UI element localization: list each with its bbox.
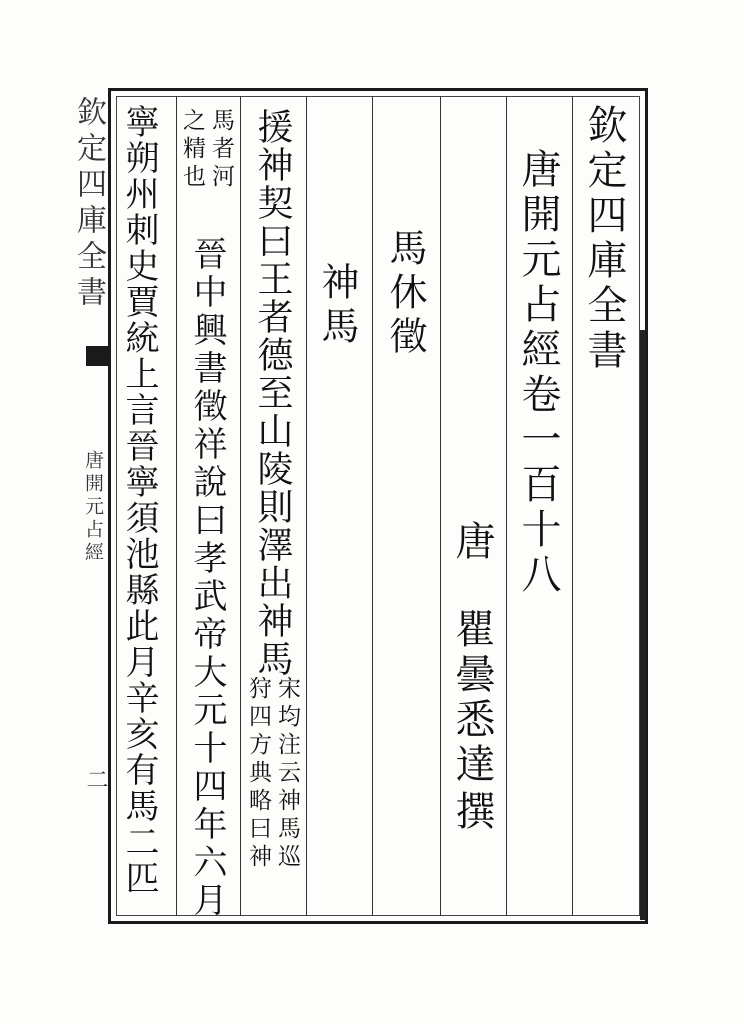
commentary-line: 宋均注云神馬巡 <box>274 676 300 872</box>
commentary-line: 狩四方典略曰神 <box>245 676 271 872</box>
series-title: 欽定四庫全書 <box>581 104 627 374</box>
column-rule <box>176 96 177 916</box>
margin-book-title: 唐開元占經 <box>82 450 104 565</box>
entry-title: 神馬 <box>315 262 359 350</box>
margin-series-title: 欽定四庫全書 <box>71 96 106 312</box>
commentary-block <box>180 108 232 192</box>
column-rule <box>372 96 373 916</box>
author-name: 瞿曇悉達 <box>449 608 495 788</box>
body-main-text: 晉中興書徵祥說曰孝武帝大元十四年六月 <box>187 236 227 920</box>
body-main-text: 援神契曰王者德至山陵則澤出神馬 <box>252 108 293 678</box>
author-dynasty: 唐 <box>449 520 495 565</box>
fishtail-mark <box>86 346 108 366</box>
column-rule <box>306 96 307 916</box>
commentary-line: 之精也 <box>179 108 205 192</box>
margin-page-number: 二 <box>83 768 108 790</box>
volume-title: 唐開元占經卷一百十八 <box>515 148 561 598</box>
column-rule <box>240 96 241 916</box>
commentary-block <box>246 676 298 872</box>
commentary-line: 馬者河 <box>208 108 234 192</box>
body-main-text: 寧朔州刺史賈統上言晉寧須池縣此月辛亥有馬二匹 <box>119 104 159 896</box>
author-role: 撰 <box>449 790 495 835</box>
fold-line <box>640 330 646 920</box>
column-rule <box>506 96 507 916</box>
column-rule <box>572 96 573 916</box>
column-rule <box>440 96 441 916</box>
section-title: 馬休徵 <box>383 228 427 360</box>
